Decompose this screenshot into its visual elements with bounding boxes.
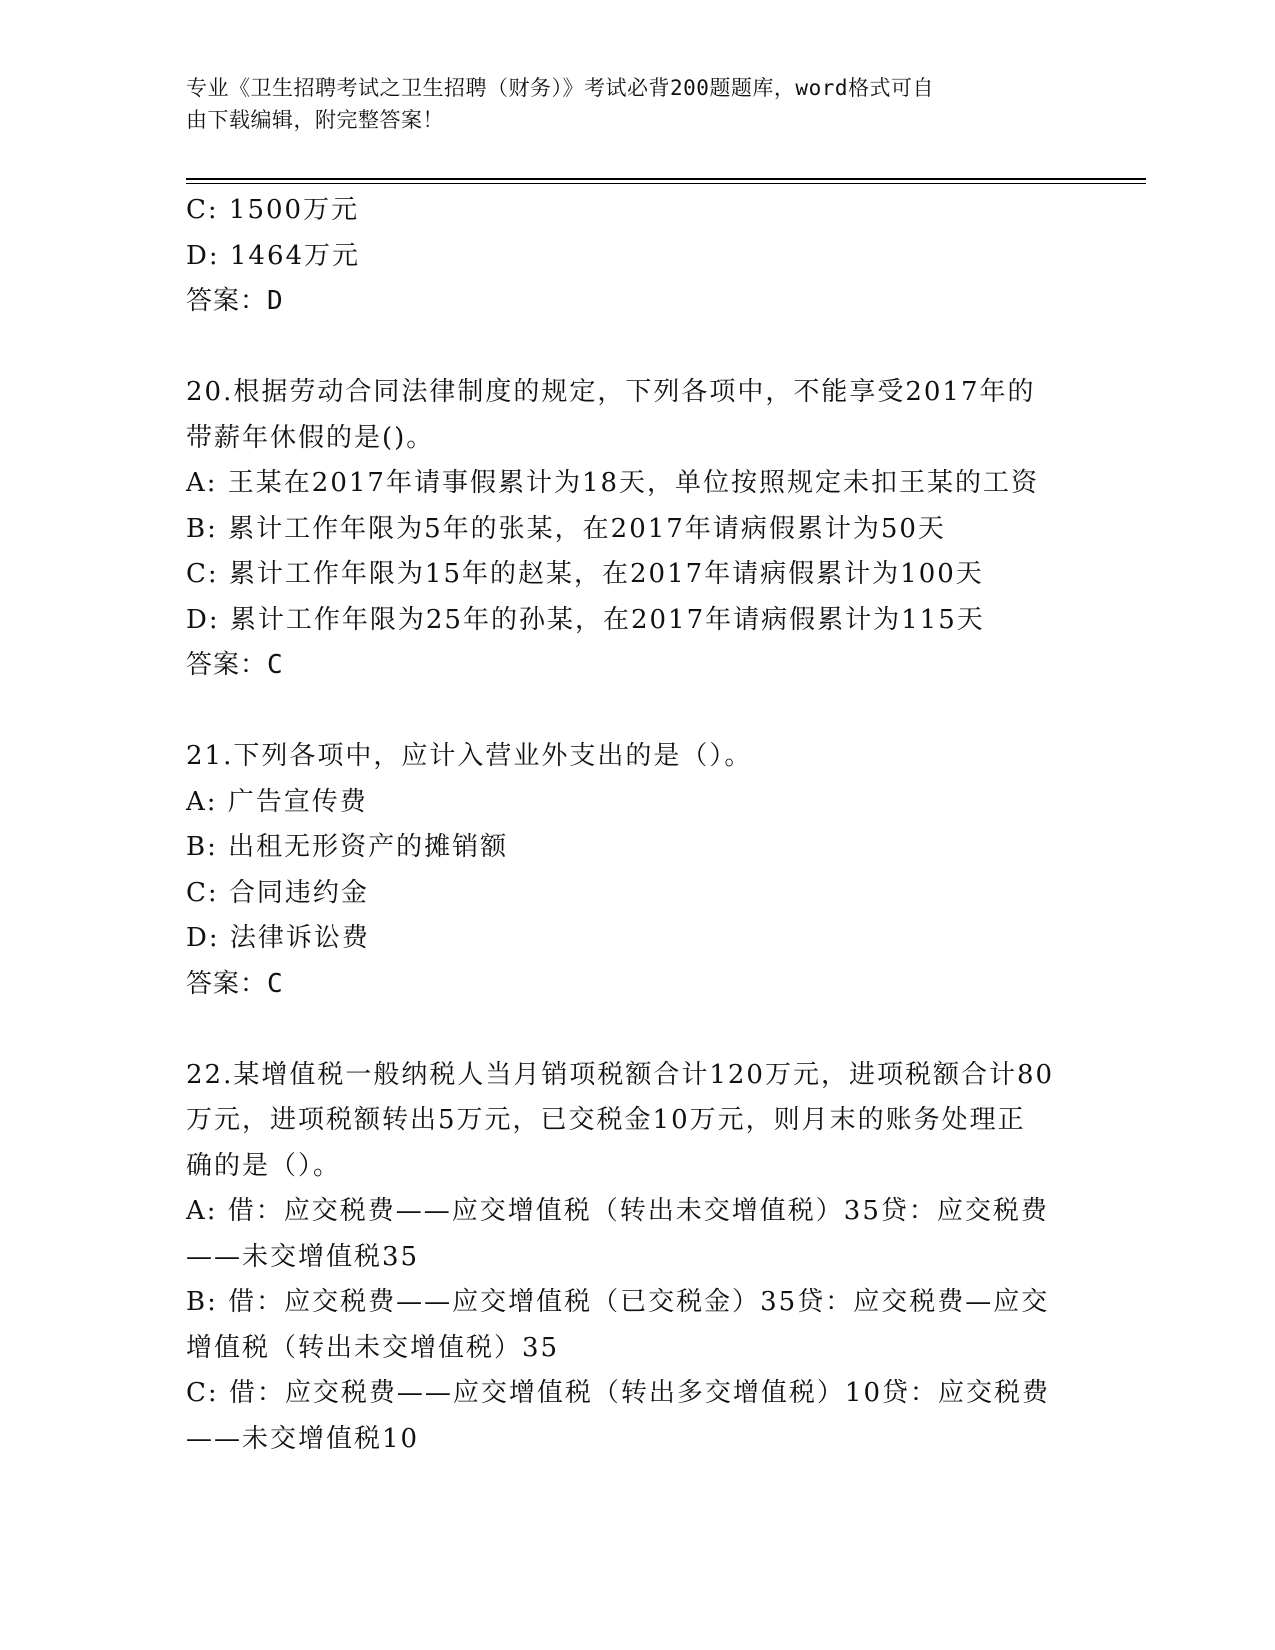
option-c: C: 累计工作年限为15年的赵某，在2017年请病假累计为100天 — [186, 559, 984, 589]
option-c-continued: ——未交增值税10 — [186, 1423, 420, 1454]
page-header — [186, 72, 1086, 136]
option-b: B: 借：应交税费——应交增值税（已交税金）35贷：应交税费—应交 — [186, 1287, 1050, 1317]
option-a-continued: ——未交增值税35 — [186, 1241, 420, 1272]
question-stem: 22.某增值税一般纳税人当月销项税额合计120万元，进项税额合计80 — [186, 1059, 1055, 1090]
question-21 — [186, 734, 1086, 1007]
option-c: C: 借：应交税费——应交增值税（转出多交增值税）10贷：应交税费 — [186, 1378, 1051, 1408]
spacer — [186, 325, 1086, 371]
option-a: A: 借：应交税费——应交增值税（转出未交增值税）35贷：应交税费 — [186, 1196, 1049, 1226]
option-b: B: 出租无形资产的摊销额 — [186, 832, 509, 862]
question-stem: 20.根据劳动合同法律制度的规定，下列各项中，不能享受2017年的 — [186, 377, 1036, 407]
question-20 — [186, 370, 1086, 689]
option-d: D: 1464万元 — [186, 240, 361, 271]
answer-line: 答案：C — [186, 650, 284, 680]
question-19-tail — [186, 188, 1086, 325]
answer-line: 答案：D — [186, 286, 284, 316]
option-a: A: 广告宣传费 — [186, 786, 368, 817]
option-d: D: 累计工作年限为25年的孙某，在2017年请病假累计为115天 — [186, 604, 985, 635]
question-stem: 带薪年休假的是()。 — [186, 422, 435, 453]
spacer — [186, 689, 1086, 735]
option-d: D: 法律诉讼费 — [186, 923, 370, 953]
answer-line: 答案：C — [186, 968, 284, 999]
document-body — [186, 188, 1086, 1462]
header-line-1: 专业《卫生招聘考试之卫生招聘（财务）》考试必背200题题库，word格式可自 — [186, 76, 934, 100]
question-stem: 确的是（）。 — [186, 1150, 342, 1181]
option-c: C: 合同违约金 — [186, 877, 369, 908]
header-divider-thin — [186, 183, 1146, 184]
spacer — [186, 1007, 1086, 1053]
header-line-2: 由下载编辑，附完整答案！ — [186, 108, 444, 132]
question-22 — [186, 1053, 1086, 1463]
option-b: B: 累计工作年限为5年的张某，在2017年请病假累计为50天 — [186, 513, 946, 544]
question-stem: 21.下列各项中，应计入营业外支出的是（）。 — [186, 741, 753, 771]
header-divider-thick — [186, 178, 1146, 180]
option-c: C: 1500万元 — [186, 195, 360, 225]
option-b-continued: 增值税（转出未交增值税）35 — [186, 1332, 560, 1363]
question-stem: 万元，进项税额转出5万元，已交税金10万元，则月末的账务处理正 — [186, 1105, 1026, 1135]
option-a: A: 王某在2017年请事假累计为18天，单位按照规定未扣王某的工资 — [186, 468, 1040, 498]
